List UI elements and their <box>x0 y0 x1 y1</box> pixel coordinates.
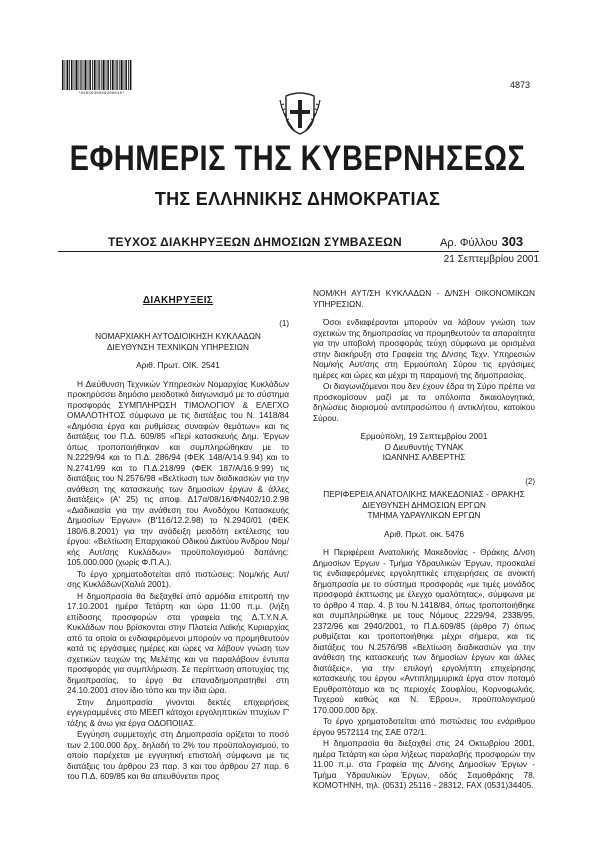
notice-paragraph: Εγγύηση συμμετοχής στη Δημοπρασία ορίζεται το ποσό των 2.100.000 δρχ. δηλαδή το 2% του προϋπολογισμού, το οποίο παρέχεται με εγγυητική επιστολή σύμφωνα με τις διατάξεις του άρθρου 23 παρ. 3 και του άρθρου 27 παρ. 6 του Π.Δ. 609/85 και θα απευθύνεται προς <box>67 729 289 781</box>
notice-paragraph: ΝΟΜ/ΚΗ ΑΥΤ/ΣΗ ΚΥΚΛΑΔΩΝ - Δ/ΝΣΗ ΟΙΚΟΝΟΜΙΚΩΝ ΥΠΗΡΕΣΙΩΝ. <box>313 288 535 309</box>
notice-paragraph: Οι διαγωνιζόμενοι που δεν έχουν έδρα τη Σύρο πρέπει να προσκομίσουν μαζί με τα υπόλοιπα δικαιολογητικά, δηλώσεις διορισμού αντιπροσώπου ή αντικλήτου, κατοίκου Σύρου. <box>313 381 535 423</box>
notice-paragraph: Η δημοπρασία θα διεξαχθεί από αρμόδια επιτροπή την 17.10.2001 ημέρα Τετάρτη και ώρα 11:00 π.μ. (λήξη επίδοσης προσφορών στα γραφεία της Δ.Τ.Υ.Ν.Α. Κυκλάδων που βρίσκονται στην Πλατεία Λαϊκής Κυριαρχίας από τα οποία οι ενδιαφερόμενοι μπορούν να προμηθευτούν κατά τις εργάσιμες ημέρες και ώρες να λάβουν γνώση των σχετικών τευχών της Μελέτης και να παραλάβουν έντυπα προσφοράς για συμπλήρωση. Σε περίπτωση αποτυχίας της δημοπρασίας, το έργο θα επαναδημοπρατηθεί στη 24.10.2001 στον ίδιο τόπο και την ίδια ώρα. <box>67 590 289 695</box>
notice-index: (1) <box>279 318 289 328</box>
notice-paragraph: Στην Δημοπρασία γίνονται δεκτές επιχειρήσεις εγγεγραμμένες στο ΜΕΕΠ κάτοχοι εργοληπτικών πτυχίων Γ' τάξης & άνω για έργα ΟΔΟΠΟΙΙΑΣ. <box>67 696 289 728</box>
issue-series: ΤΕΥΧΟΣ ΔΙΑΚΗΡΥΞΕΩΝ ΔΗΜΟΣΙΩΝ ΣΥΜΒΑΣΕΩΝ <box>108 235 402 249</box>
authority-name: ΠΕΡΙΦΕΡΕΙΑ ΑΝΑΤΟΛΙΚΗΣ ΜΑΚΕΔΟΝΙΑΣ - ΘΡΑΚΗΣ <box>323 489 525 499</box>
notice-paragraph: Το έργο χρηματοδοτείται από πιστώσεις του ενάριθμου έργου 9572114 της ΣΑΕ 072/1. <box>313 716 535 737</box>
right-column <box>313 288 535 791</box>
authority-department: ΔΙΕΥΘΥΝΣΗ ΔΗΜΟΣΙΩΝ ΕΡΓΩΝ <box>362 499 486 510</box>
place-date: Ερμούπολη, 19 Σεπτεμβρίου 2001 <box>360 431 488 441</box>
authority-department: ΔΙΕΥΘΥΝΣΗ ΤΕΧΝΙΚΩΝ ΥΠΗΡΕΣΙΩΝ <box>107 341 249 352</box>
section-heading: ΔΙΑΚΗΡΥΞΕΙΣ <box>142 295 214 306</box>
protocol-number: Αριθ. Πρωτ. ΟΙΚ. 2541 <box>136 360 220 370</box>
barcode-icon <box>62 60 132 90</box>
protocol-number: Αριθ. Πρωτ. οικ. 5476 <box>384 528 464 539</box>
page-number: 4873 <box>510 80 531 90</box>
signatory-name: ΙΩΑΝΝΗΣ ΑΛΒΕΡΤΗΣ <box>382 452 466 462</box>
issue-date: 21 Σεπτεμβρίου 2001 <box>443 254 539 265</box>
left-column <box>67 288 289 782</box>
notice-paragraph: Η Διεύθυνση Τεχνικών Υπηρεσιών Νομαρχίας Κυκλάδων προκηρύσσει δημόσιο μειοδοτικό διαγωνισμό με το σύστημα προσφοράς ΣΥΜΠΛΗΡΩΣΗ ΤΙΜΟΛΟΓΙΟΥ & ΕΛΕΓΧΟ ΟΜΑΛΟΤΗΤΟΣ σύμφωνα με τις διατάξεις του Ν. 1418/84 «Δημόσια έργα και ρυθμίσεις συναφών θεμάτων» και τις διατάξεις του Π.Δ. 609/85 «Περί κατασκευής Δημ. Έργων όπως τροποποιήθηκαν και συμπληρώθηκαν με το Ν.2229/94 και το Π.Δ. 286/94 (ΦΕΚ 148/Α/14.9.94) και το Ν.2741/99 και το Π.Δ.218/99 (ΦΕΚ 187/Α/16.9.99) τις διατάξεις του Ν.2576/98 «Βελτίωση των διαδικασιών για την ανάθεση της κατασκευής των δημοσίων έργων & άλλες διατάξεις» (Α' 25) τις αποφ. Δ17α/08/16/ΦΝ402/10.2.98 «Διαδικασία για την ανάθεση του Ανοδόχου Κατασκευής Δημοσίων Έργων» (Β'116/12.2.98) το Ν.2940/01 (ΦΕΚ 180/6.8.2001) για την ανάδειξη μειοδότη εκτέλεσης του έργου: «Βελτίωση Επαρχιακού Οδικού Δικτύου Άνδρου Νομ/κής Αυτ/σης Κυκλάδων» προϋπολογισμού δαπάνης: 105.000.000 (χωρίς Φ.Π.Α.). <box>67 378 289 567</box>
sheet-label: Αρ. Φύλλου <box>440 237 498 249</box>
signatory-title: Ο Διευθυντής ΤΥΝΑΚ <box>384 441 464 452</box>
notice-paragraph: Η Περιφέρεια Ανατολικής Μακεδονίας - Θράκης Δ/νση Δημοσίων Έργων - Τμήμα Υδραυλικών Έργων, προσκαλεί τις ενδιαφερόμενες εργοληπτικές επιχειρήσεις σε ανοικτή δημοπρασία με το σύστημα προσφοράς «με τιμές μονάδος προσφορά έκπτωσης με έλεγχο ομαλότητας», σύμφωνα με το άρθρο 4 παρ. 4. β του Ν.1418/84, όπως τροποποιήθηκε και συμπληρώθηκε με τους Νόμους 2229/94, 2338/95, 2372/96 και 2940/2001, το Π.Δ.609/85 (άρθρο 7) όπως ρυθμίζεται και τροποποιήθηκε μέχρι σήμερα, και τις διατάξεις του Ν.2576/98 «Βελτίωση διαδικασιών για την ανάθεση της κατασκευής των δημοσίων έργων και άλλες διατάξεις», για την επιλογή εργολήπτη επιχείρησης κατασκευής του έργου «Αντιπλημμυρικά έργα στον ποταμό Ερυθροπόταμο και τις περιοχές Σουφλίου, Κορνοφωλιάς. Τυχερού καθώς και Ν. Έβρου», προϋπολογισμού 170.000.000 δρχ. <box>313 547 535 715</box>
barcode-number: *0204030309200010* <box>78 92 125 96</box>
sheet-number: 303 <box>501 234 524 249</box>
authority-section: ΤΜΗΜΑ ΥΔΡΑΥΛΙΚΩΝ ΕΡΓΩΝ <box>367 510 481 520</box>
issue-number <box>440 234 523 249</box>
masthead-title: ΕΦΗΜΕΡΙΣ ΤΗΣ ΚΥΒΕΡΝΗΣΕΩΣ <box>69 140 526 179</box>
header-rule <box>58 251 539 252</box>
notice-paragraph: Όσοι ενδιαφέρονται μπορούν να λάβουν γνώση των σχετικών της δημοπρασίας να προμηθευτούν τα απαραίτητα για την υποβολή προσφοράς τεύχη σύμφωνα με ορισμένα στην διακήρυξη στα Γραφεία της Δ/νσης Τεχν. Υπηρεσιών Νομ/κής Αυτ/σης στη Ερμούπολη Σύρου τις εργάσιμες ημέρες και ώρες και μέχρι τη παραμονή της δημοπρασίας. <box>313 317 535 380</box>
masthead-subtitle: ΤΗΣ ΕΛΛΗΝΙΚΗΣ ΔΗΜΟΚΡΑΤΙΑΣ <box>154 189 441 209</box>
notice-paragraph: Το έργο χρηματοδοτείται από πιστώσεις: Νομ/κής Αυτ/σης Κυκλάδων(Χαλιά 2001). <box>67 568 289 589</box>
notice-index: (2) <box>525 476 535 486</box>
authority-name: ΝΟΜΑΡΧΙΑΚΗ ΑΥΤΟΔΙΟΙΚΗΣΗ ΚΥΚΛΑΔΩΝ <box>95 331 261 341</box>
notice-paragraph: Η δημοπρασία θα διεξαχθεί στις 24 Οκτωβρίου 2001, ημέρα Τετάρτη και ώρα λήξεως παραλαβής προσφορών την 11.00 π.μ. στα Γραφεία της Δ/νσης Δημοσίων Έργων - Τμήμα Υδραυλικών Έργων, οδός Σαμοθράκης 78, ΚΟΜΟΤΗΝΗ, τηλ. (0531) 25116 - 28312, FAX (0531)34405. <box>313 738 535 790</box>
greek-coat-of-arms-icon <box>278 86 322 136</box>
